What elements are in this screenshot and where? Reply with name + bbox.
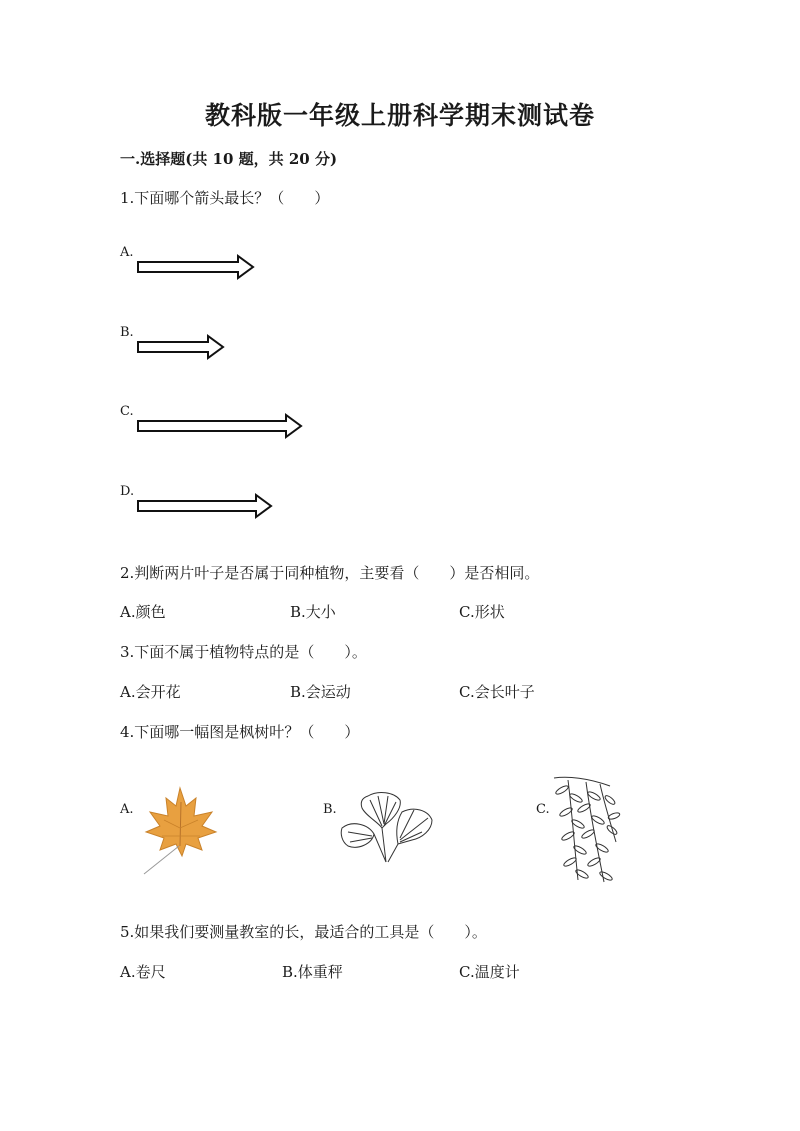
q3-option-b: B.会运动 <box>290 683 351 701</box>
section-heading: 一.选择题(共 10 题，共 20 分) <box>120 150 338 168</box>
question-1: 1.下面哪个箭头最长？（ ） <box>120 189 330 207</box>
q1-arrow-a <box>138 256 258 278</box>
q1-arrow-d <box>138 495 276 517</box>
q5-option-c: C.温度计 <box>459 963 520 981</box>
q2-option-a: A.颜色 <box>120 603 166 621</box>
q2-option-c: C.形状 <box>459 603 505 621</box>
ginkgo-leaves-image <box>338 788 438 868</box>
willow-branch-image <box>548 772 622 888</box>
q1-option-d-label: D. <box>120 484 135 499</box>
q1-option-c-label: C. <box>120 404 134 419</box>
page-title: 教科版一年级上册科学期末测试卷 <box>204 101 595 130</box>
q5-option-a: A.卷尺 <box>120 963 166 981</box>
q1-arrow-c <box>138 415 306 437</box>
question-3: 3.下面不属于植物特点的是（ ）。 <box>120 643 367 661</box>
q4-option-a-label: A. <box>120 802 134 817</box>
q3-option-c: C.会长叶子 <box>459 683 535 701</box>
maple-leaf-image <box>140 784 218 876</box>
q5-option-b: B.体重秤 <box>282 963 343 981</box>
question-4: 4.下面哪一幅图是枫树叶？（ ） <box>120 723 360 741</box>
q2-option-b: B.大小 <box>290 603 336 621</box>
q1-option-b-label: B. <box>120 325 134 340</box>
question-2: 2.判断两片叶子是否属于同种植物，主要看（ ）是否相同。 <box>120 564 540 582</box>
q1-arrow-b <box>138 336 228 358</box>
q3-option-a: A.会开花 <box>120 683 181 701</box>
q4-option-b-label: B. <box>323 802 337 817</box>
q4-option-c-label: C. <box>536 802 550 817</box>
q1-option-a-label: A. <box>120 245 134 260</box>
question-5: 5.如果我们要测量教室的长，最适合的工具是（ ）。 <box>120 923 487 941</box>
